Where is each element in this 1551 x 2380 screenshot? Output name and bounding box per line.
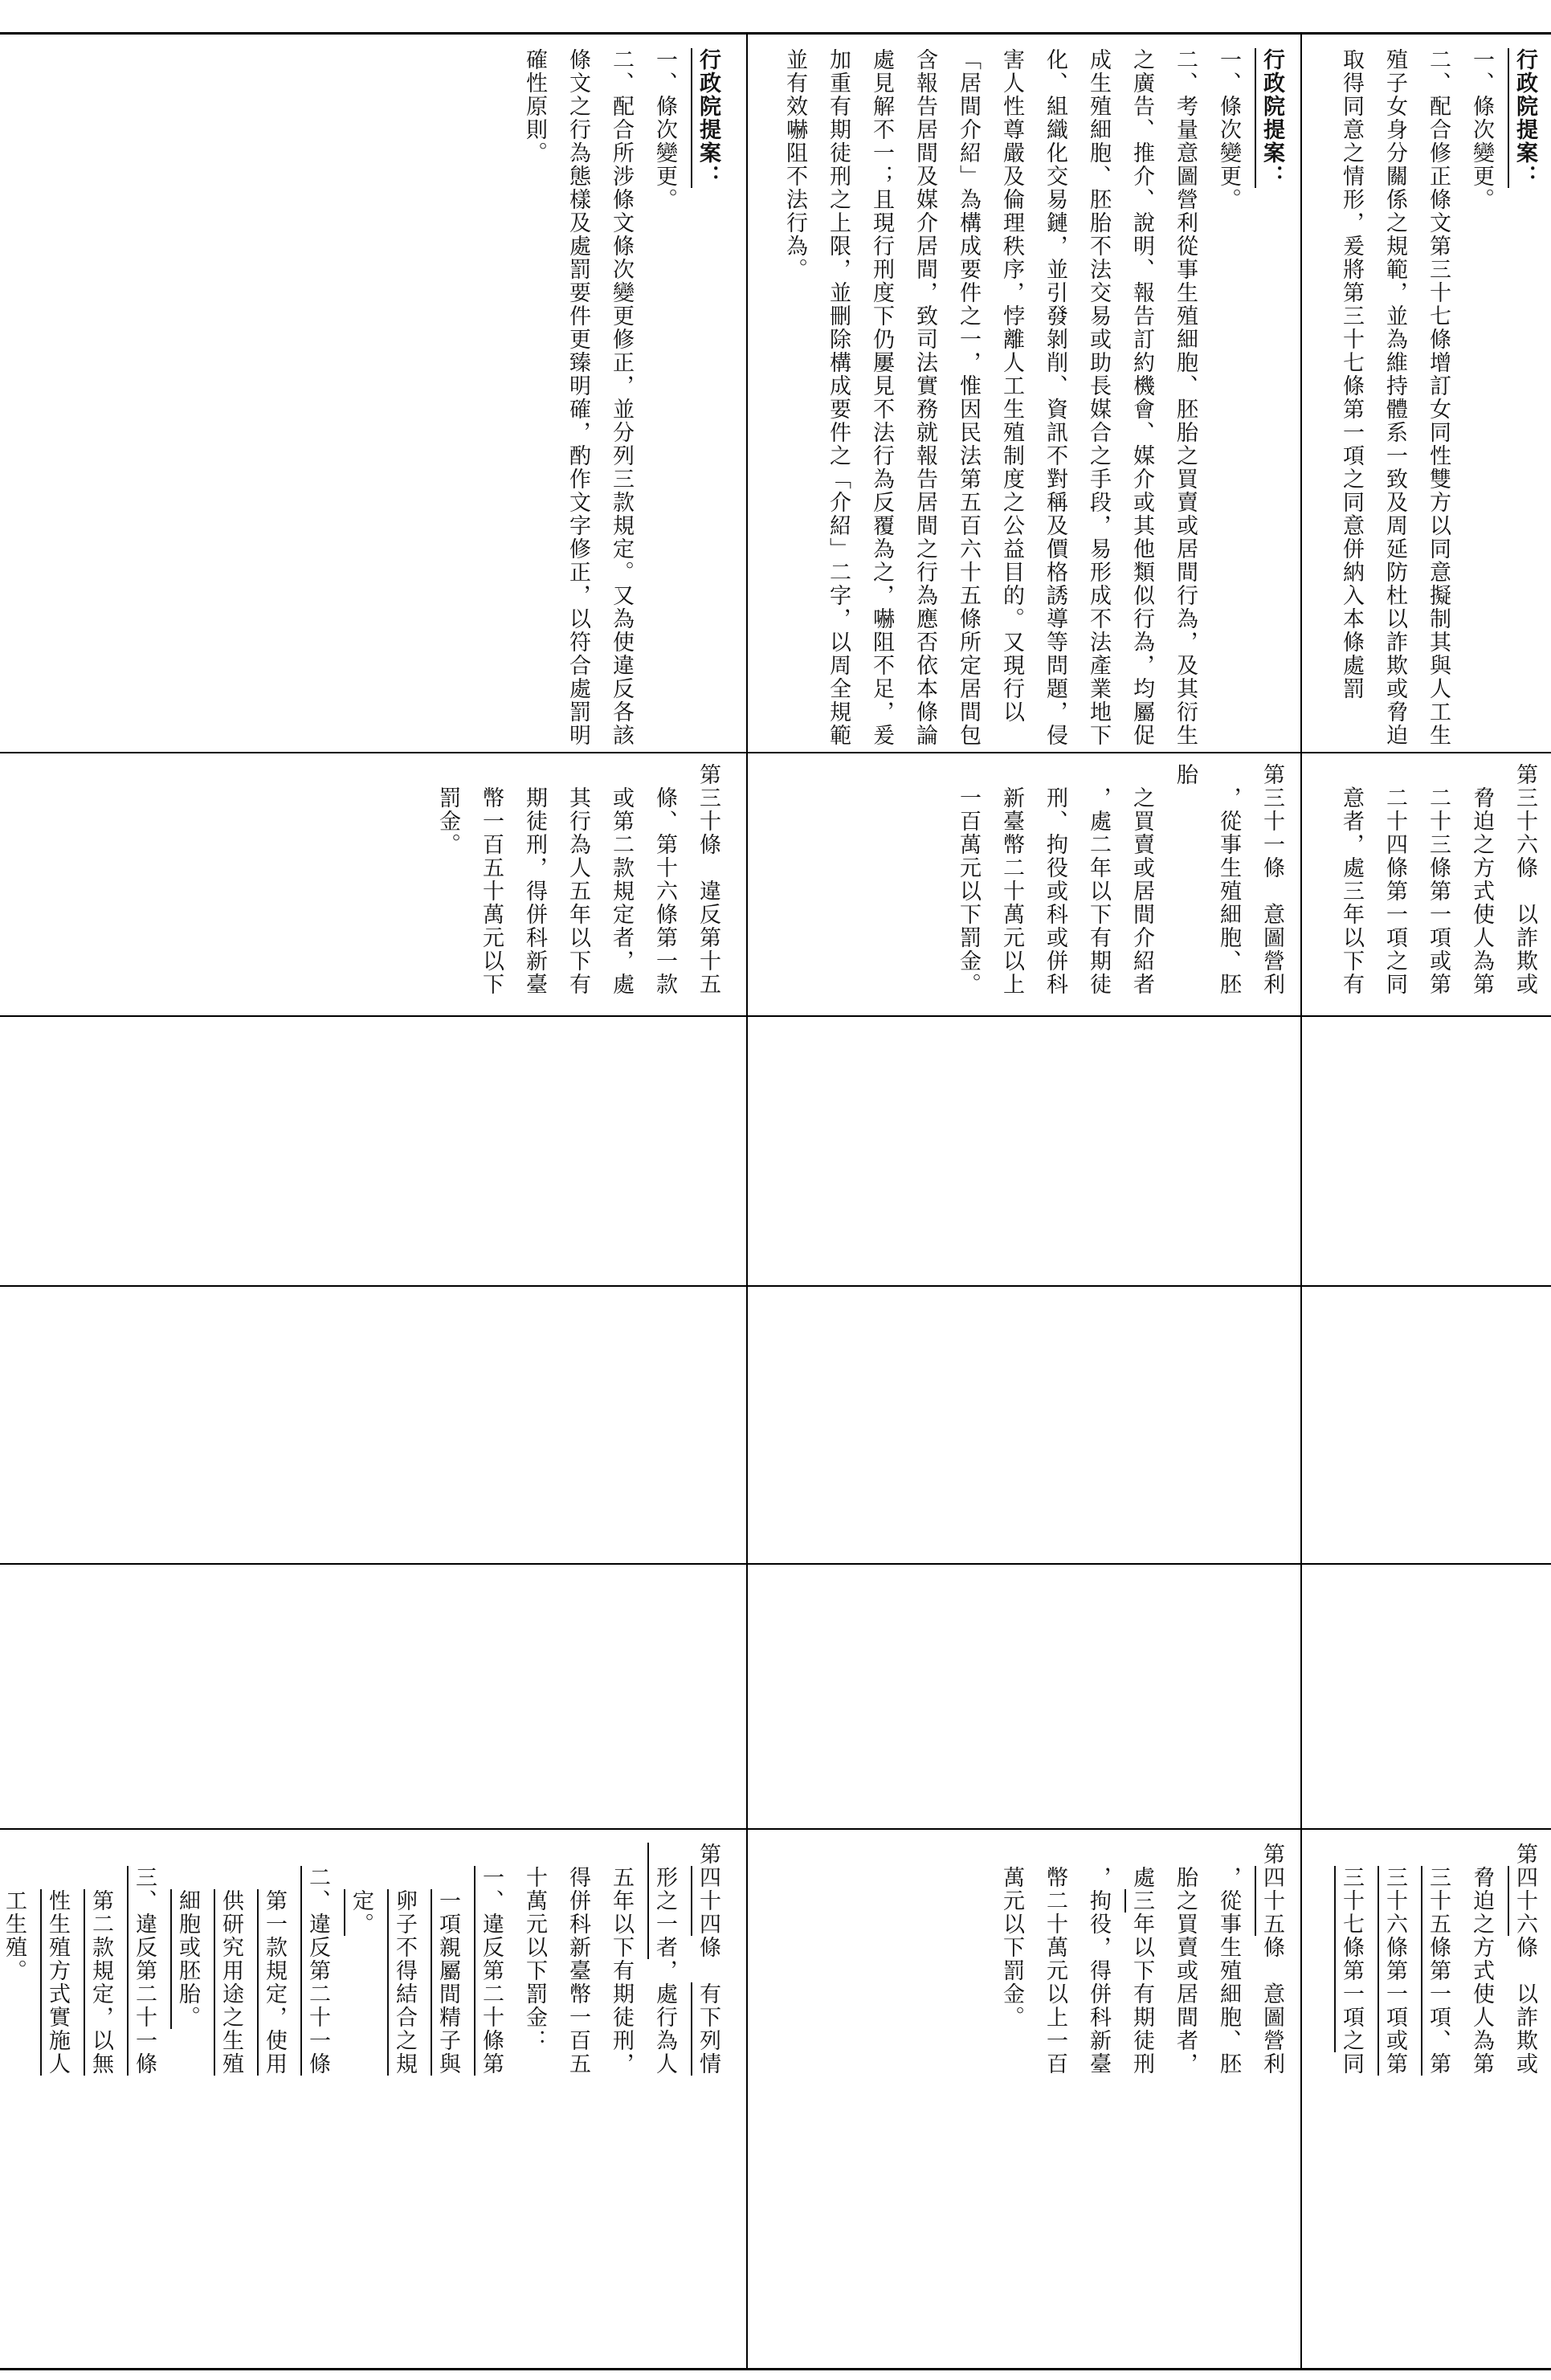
amended-underlined-text: 四十五 [1259, 1866, 1284, 1936]
table-top-border [0, 32, 1551, 35]
amended-line [556, 1843, 599, 2363]
amended-line [165, 1843, 209, 2363]
column-divider-note [0, 752, 1551, 753]
amended-line [1250, 1843, 1293, 2363]
current-line: 第三十條 違反第十五 [696, 763, 720, 996]
current-line: ，處二年以下有期徒 [1086, 763, 1111, 996]
current-line: 期徒刑，得併科新臺 [522, 763, 547, 996]
column-divider-current [0, 1015, 1551, 1017]
amended-text: ，處行為人 [652, 1959, 677, 2076]
amended-underlined-text: 性生殖方式實施人 [45, 1889, 70, 2076]
amended-text [262, 1843, 287, 1889]
amended-underlined-text: 三、違反第二十一條 [132, 1866, 157, 2076]
current-line: 意者，處三年以下有 [1339, 763, 1364, 996]
current-line: 刑、拘役或科或併科 [1043, 763, 1067, 996]
amended-line [35, 1843, 79, 2363]
amended-line [512, 1843, 556, 2363]
amended-text [132, 1843, 157, 1866]
current-line: 其行為人五年以下有 [565, 763, 590, 996]
amended-line [1076, 1843, 1120, 2363]
amended-line [426, 1843, 469, 2363]
table-bottom-border [0, 2368, 1551, 2370]
current-line: 罰金。 [435, 763, 460, 856]
explanation-cell-article-46 [1309, 48, 1546, 747]
amended-underlined-text: 第一款規定，使用 [262, 1889, 287, 2076]
amended-text [1426, 1843, 1451, 1866]
amended-underlined-text: 卵子不得結合之規 [392, 1889, 417, 2076]
amended-text [45, 1843, 70, 1889]
amended-text [1339, 1843, 1364, 1866]
amended-text: 同 [1339, 2052, 1364, 2076]
amended-text: ，從事生殖細胞、胚 [1216, 1843, 1241, 2076]
current-line: 二十三條第一項或第 [1426, 763, 1451, 996]
current-line: 二十四條第一項之同 [1382, 763, 1407, 996]
amended-text: 第 [1512, 1843, 1537, 1866]
amended-underlined-text: 細胞或胚胎。 [175, 1889, 200, 2029]
explanation-item: 一、條次變更。 [652, 48, 677, 211]
amended-text: 萬元以下罰金。 [999, 1843, 1024, 2029]
amended-underlined-text: 三十七條第一項之 [1339, 1866, 1364, 2052]
amended-text: 第 [696, 1843, 720, 1866]
amended-text: 幣二十萬元以上一百 [1043, 1843, 1067, 2076]
current-line: 幣一百五十萬元以下 [479, 763, 504, 996]
amended-text [305, 1843, 330, 1866]
amended-text-cell-article-46 [1309, 1843, 1546, 2363]
amended-underlined-text: 定。 [349, 1889, 373, 1936]
explanation-item: 二、考量意圖營利從事生殖細胞、胚胎之買賣或居間行為，及其衍生之廣告、推介、說明、報告訂約機會、媒介或其他類似行為，均屬促成生殖細胞、胚胎不法交易或助長媒合之手段，易形成不法產業地下化、組織化交易鏈，並引發剝削、資訊不對稱及價格誘導等問題，侵害人性尊嚴及倫理秩序，悖離人工生殖制度之公益目的。又現行以「居間介紹」為構成要件之一，惟因民法第五百六十五條所定居間包含報告居間及媒介居間，致司法實務就報告居間之行為應否依本條論處見解不一；且現行刑度下仍屢見不法行為反覆為之，嚇阻不足，爰加重有期徒刑之上限，並刪除構成要件之「介紹」二字，以周全規範並有效嚇阻不法行為。 [782, 48, 1198, 747]
amended-line [1373, 1843, 1416, 2363]
amended-line [209, 1843, 252, 2363]
amended-line [122, 1843, 165, 2363]
amended-text-cell-article-44 [2, 1843, 729, 2363]
amended-underlined-text: 一、違反第二十條第 [479, 1866, 504, 2076]
amended-text [392, 1843, 417, 1889]
explanation-cell-article-45 [755, 48, 1293, 747]
explanation-item: 一、條次變更。 [1216, 48, 1241, 211]
current-line: 條、第十六條第一款 [652, 763, 677, 996]
row-divider-2 [1300, 32, 1302, 2370]
amended-text [218, 1843, 243, 1889]
amended-underlined-text: 三 [1129, 1889, 1154, 1913]
amended-underlined-text: 四十六 [1512, 1866, 1537, 1936]
amended-text: 條 意圖營利 [1259, 1936, 1284, 2076]
amended-line [469, 1843, 512, 2363]
amended-underlined-text: 工生殖。 [2, 1889, 27, 1982]
amended-text-cell-article-45 [755, 1843, 1293, 2363]
amended-line [990, 1843, 1033, 2363]
amended-line [1459, 1843, 1503, 2363]
current-text-cell-article-31 [755, 763, 1293, 1012]
amended-line [382, 1843, 426, 2363]
amended-underlined-text: 四十四 [696, 1866, 720, 1936]
amended-line [339, 1843, 382, 2363]
explanation-cell-article-44 [14, 48, 729, 747]
amended-line [0, 1843, 35, 2363]
amended-line [1329, 1843, 1373, 2363]
current-line: 新臺幣二十萬元以上 [999, 763, 1024, 996]
amended-text: ，拘役，得併科新臺 [1086, 1843, 1111, 2076]
amended-underlined-text: 二、違反第二十一條 [305, 1866, 330, 2076]
current-line: 或第二款規定者，處 [609, 763, 634, 996]
amended-text [175, 1843, 200, 1889]
explanation-heading: 行政院提案： [696, 48, 720, 188]
amended-text: 胎之買賣或居間者， [1173, 1843, 1198, 2076]
current-text-cell-article-36 [1309, 763, 1546, 1012]
amended-text: 十萬元以下罰金： [522, 1843, 547, 2052]
amended-underlined-text: 第二款規定，以無 [88, 1889, 113, 2076]
amended-line [599, 1843, 643, 2363]
explanation-item: 二、配合所涉條文條次變更修正，並分列三款規定。又為使違反各該條文之行為態樣及處罰要件更臻明確，酌作文字修正，以符合處罰明確性原則。 [522, 48, 634, 747]
amended-underlined-text: 一項親屬間精子與 [435, 1889, 460, 2076]
amended-line [296, 1843, 339, 2363]
current-line: 第三十一條 意圖營利 [1259, 763, 1284, 996]
amended-line [1503, 1843, 1546, 2363]
amended-line [1206, 1843, 1250, 2363]
current-line: 第三十六條 以詐欺或 [1512, 763, 1537, 996]
explanation-heading: 行政院提案： [1512, 48, 1537, 188]
amended-underlined-text: 供研究用途之生殖 [218, 1889, 243, 2076]
explanation-heading: 行政院提案： [1259, 48, 1284, 188]
current-line: 脅迫之方式使人為第 [1469, 763, 1494, 996]
current-line: 之買賣或居間介紹者 [1129, 763, 1154, 996]
amended-line [686, 1843, 729, 2363]
amended-line [252, 1843, 296, 2363]
amended-text [88, 1843, 113, 1889]
amended-underlined-text: 三十六條第一項或第 [1382, 1866, 1407, 2076]
amended-line [1120, 1843, 1163, 2363]
amended-text: 第 [1259, 1843, 1284, 1866]
amended-underlined-text: 形之一者 [652, 1843, 677, 1959]
amended-line [1163, 1843, 1206, 2363]
amended-line [643, 1843, 686, 2363]
amended-text: 得併科新臺幣一百五 [565, 1843, 590, 2076]
amended-text [435, 1843, 460, 1889]
current-line: ，從事生殖細胞、胚胎 [1173, 763, 1241, 996]
column-divider-c [0, 1828, 1551, 1830]
amended-text: 條 [696, 1936, 720, 1982]
current-line: 一百萬元以下罰金。 [956, 763, 981, 996]
amended-underlined-text: 三十五條第一項、第 [1426, 1866, 1451, 2076]
amended-text: 脅迫之方式使人為第 [1469, 1843, 1494, 2076]
amended-text: 處 [1129, 1843, 1154, 1889]
amended-line [1416, 1843, 1459, 2363]
amended-text [1382, 1843, 1407, 1866]
amended-line [79, 1843, 122, 2363]
current-text-cell-article-30 [14, 763, 729, 1012]
amended-text: 年以下有期徒刑 [1129, 1913, 1154, 2076]
explanation-item: 二、配合修正條文第三十七條增訂女同性雙方以同意擬制其與人工生殖子女身分關係之規範，並為維持體系一致及周延防杜以詐欺或脅迫取得同意之情形，爰將第三十七條第一項之同意併納入本條處罰 [1339, 48, 1451, 747]
amended-line [1033, 1843, 1076, 2363]
amended-text: 條 以詐欺或 [1512, 1936, 1537, 2076]
amended-text [2, 1843, 27, 1889]
amended-text [349, 1843, 373, 1889]
column-divider-a [0, 1285, 1551, 1287]
row-divider-1 [746, 32, 748, 2370]
amended-underlined-text: 有下列情 [696, 1982, 720, 2076]
column-divider-b [0, 1563, 1551, 1565]
explanation-item: 一、條次變更。 [1469, 48, 1494, 211]
amended-text: 五年以下有期徒刑， [609, 1843, 634, 2076]
amended-text [479, 1843, 504, 1866]
